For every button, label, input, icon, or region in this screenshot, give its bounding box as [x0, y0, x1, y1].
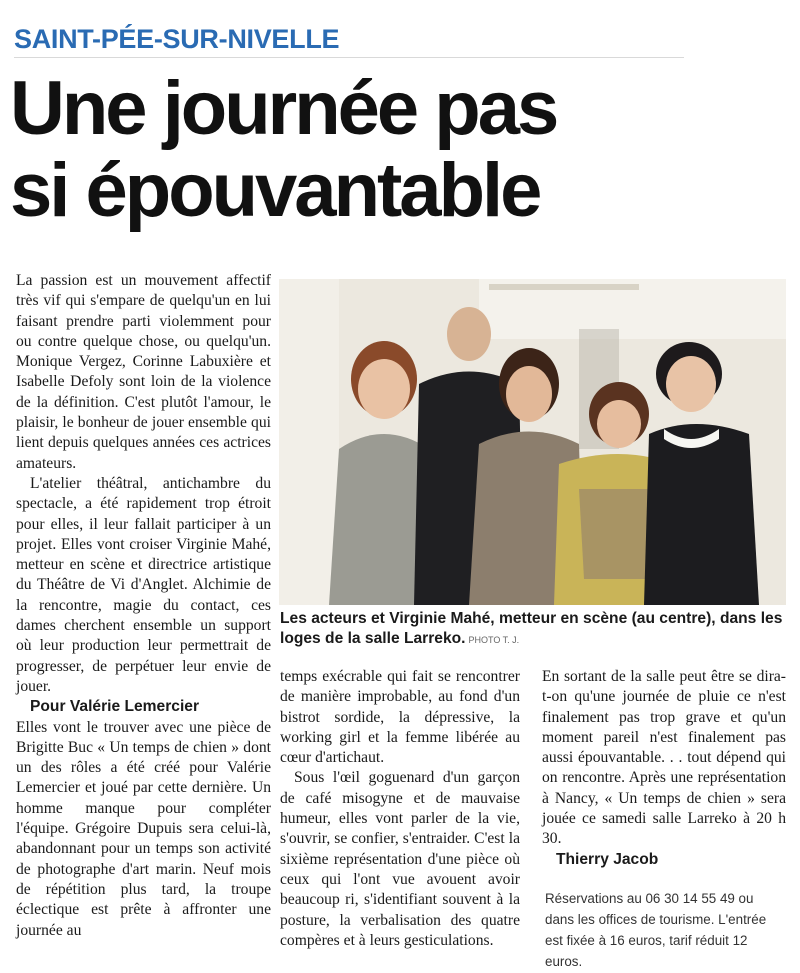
article-photo	[279, 279, 786, 605]
section-kicker: SAINT-PÉE-SUR-NIVELLE	[14, 24, 340, 54]
article-column-3	[542, 667, 786, 870]
author-signature: Thierry Jacob	[556, 850, 659, 868]
kicker-divider	[14, 57, 684, 58]
headline-line-1: Une journée pas	[10, 66, 557, 151]
subheading: Pour Valérie Lemercier	[30, 698, 200, 716]
paragraph: Sous l'œil goguenard d'un garçon de café misogyne et de mauvaise humeur, elles vont parler de la vie, s'ouvrir, se confier, s'entraider. C'est la sixième représentation d'une pièce où ceux qui l'ont vue avouent avoir beaucoup ri, s'identifiant souvent à la posture, la verbalisation des quatre compères et à leurs gesticulations.	[280, 769, 520, 949]
article-column-1	[16, 271, 271, 941]
paragraph: En sortant de la salle peut être se dira-t-on qu'une journée de pluie ce n'est finalement pas trop grave et qu'un moment pareil n'est finalement pas aussi épouvantable. . . tout dépend qui on rencontre. Après une représentation à Nancy, « Un temps de chien » sera jouée ce samedi salle Larreko à 20 h 30.	[542, 668, 786, 848]
paragraph: Elles vont le trouver avec une pièce de Brigitte Buc « Un temps de chien » dont un des rôles a été créé pour Valérie Lemercier et joué par cette dernière. Un homme manque pour compléter l'équipe. Grégoire Dupuis sera celui-là, abandonnant pour un temps son activité de photographe d'art marin. Neuf mois de répétition plus tard, la troupe éclectique est prête à affronter une journée au	[16, 718, 271, 939]
article-column-2	[280, 667, 520, 951]
paragraph: temps exécrable qui fait se rencontrer de manière improbable, au fond d'un bistrot sordide, la dépressive, la working girl et la femme libérée au cœur d'artichaut.	[280, 668, 520, 767]
caption-text: Les acteurs et Virginie Mahé, metteur en scène (au centre), dans les loges de la salle Larreko.	[280, 610, 783, 647]
reservation-info: Réservations au 06 30 14 55 49 ou dans les offices de tourisme. L'entrée est fixée à 16 euros, tarif réduit 12 euros.	[545, 891, 767, 969]
paragraph: L'atelier théâtral, antichambre du spectacle, a été rapidement trop étroit pour elles, il leur fallait participer à un projet. Elles vont croiser Virginie Mahé, metteur en scène et directrice artistique du Théâtre de Vi d'Anglet. Alchimie de la rencontre, magie du contact, ces dames cherchent ensemble un support où leur production leur permettrait de progresser, de perpétuer leur envie de jouer.	[16, 474, 271, 695]
paragraph: La passion est un mouvement affectif très vif qui s'empare de quelqu'un en lui faisant prendre parti violemment pour ou contre quelque chose, ou quelqu'un. Monique Vergez, Corinne Labuxière et Isabelle Defoly sont loin de la violence de la définition. C'est plutôt l'amour, le plaisir, le bonheur de jouer ensemble qui lient depuis quelques années ces actrices amateurs.	[16, 272, 271, 472]
photo-caption	[280, 609, 786, 650]
photo-credit: PHOTO T. J.	[468, 635, 520, 645]
group-photo-illustration	[279, 279, 786, 605]
headline-line-2: si épouvantable	[10, 148, 540, 233]
headline	[10, 68, 790, 232]
